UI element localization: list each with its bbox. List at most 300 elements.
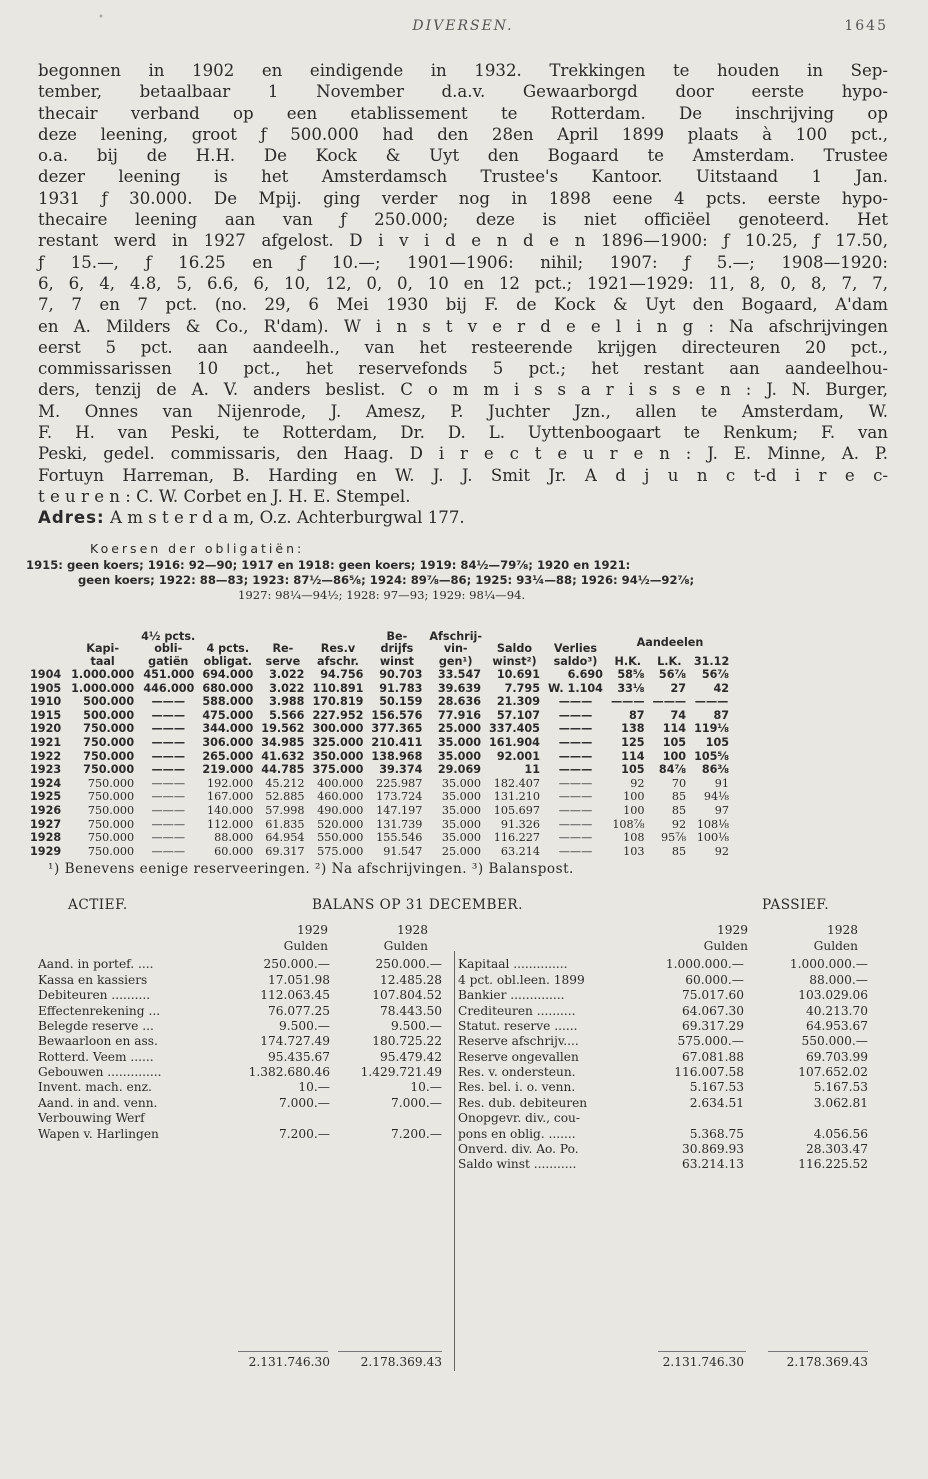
table-cell: 550.000 (317, 831, 364, 845)
table-cell: 34.985 (261, 736, 305, 749)
balance-entry: 88.000.— (809, 972, 868, 987)
table-cell: 155.546 (376, 831, 423, 845)
balance-entry: 75.017.60 (681, 988, 744, 1003)
table-cell: 108⅞ (612, 817, 645, 831)
table-cell: ——— (652, 695, 687, 709)
body-line: 1931 ƒ 30.000. De Mpij. ging verder nog in 1898 eene 4 pcts. eerste hypo- (38, 188, 888, 208)
balance-entry: Debiteuren .......... (38, 988, 151, 1003)
table-cell: 91.326 (500, 817, 540, 831)
table-row (26, 777, 733, 791)
table-cell: 41.632 (261, 749, 305, 763)
adres-street: O.z. Achterburgwal 177. (259, 508, 465, 528)
table-cell: 500.000 (83, 695, 135, 709)
balance-entry: 60.000.— (685, 972, 744, 987)
passief-year-1929 (658, 923, 748, 938)
koersen-block (26, 557, 888, 603)
table-cell: ——— (558, 844, 593, 858)
table-cell: ——— (151, 736, 185, 749)
table-cell: 105 (621, 763, 645, 777)
passief-year-1928 (768, 923, 858, 938)
table-cell: ——— (694, 695, 729, 709)
table-cell: 91.547 (383, 844, 423, 858)
table-cell: 87 (628, 708, 645, 722)
koersen-line: 1927: 98¼—94½; 1928: 97—93; 1929: 98¼—94. (238, 587, 526, 602)
table-cell: 57.998 (265, 803, 305, 817)
table-cell: 61.835 (265, 817, 305, 831)
table-cell: ——— (151, 776, 185, 790)
balance-entry: 9.500.— (279, 1018, 330, 1033)
balance-entry: Reserve ongevallen (458, 1049, 579, 1064)
balance-entry: 7.000.— (279, 1095, 330, 1110)
balance-total: 2.131.746.30 (662, 1355, 744, 1370)
table-cell: ——— (558, 736, 593, 749)
table-cell: 108 (623, 831, 645, 845)
table-cell: 85 (671, 844, 687, 858)
table-row (26, 722, 733, 736)
balance-entry: 1.000.000.— (789, 957, 868, 972)
table-cell: ——— (151, 817, 185, 831)
table-cell: 100 (623, 803, 645, 817)
table-cell: 375.000 (312, 763, 364, 777)
actief-unit-1928-text: Gulden (383, 939, 428, 954)
table-cell: ——— (558, 831, 593, 845)
balance-entry: 1.429.721.49 (360, 1065, 442, 1080)
table-header-cell: 4½ pcts. obli- gatiën (141, 629, 196, 668)
table-cell: 74 (670, 708, 687, 722)
balance-entry: 112.063.45 (260, 988, 330, 1003)
passief-unit-1928-text: Gulden (813, 939, 858, 954)
table-cell: ——— (151, 722, 185, 736)
table-cell: 3.022 (269, 681, 305, 695)
row-year: 1924 (30, 776, 62, 790)
table-cell: ——— (558, 790, 593, 804)
table-cell: 33⅛ (617, 681, 645, 695)
table-cell: 70 (671, 776, 687, 790)
page-header (38, 12, 888, 50)
balance-entry: 116.007.58 (674, 1065, 744, 1080)
table-cell: 56⅞ (701, 668, 730, 682)
table-cell: 60.000 (214, 844, 254, 858)
body-line: 7, 7 en 7 pct. (no. 29, 6 Mei 1930 bij F. de Kock & Uyt den Bogaard, A'dam (38, 295, 888, 315)
table-cell: 77.916 (437, 708, 482, 722)
table-row (26, 682, 733, 696)
table-cell: 131.739 (376, 817, 423, 831)
table-cell: ——— (558, 749, 593, 763)
table-cell: 11 (524, 763, 540, 777)
balance-entry: Statut. reserve ...... (458, 1018, 578, 1033)
passief-unit-1929-text: Gulden (703, 939, 748, 954)
balance-entry: 10.— (410, 1080, 442, 1095)
table-cell: 306.000 (202, 736, 254, 749)
balance-entry: 180.725.22 (372, 1034, 442, 1049)
table-cell: 52.885 (265, 790, 305, 804)
table-cell: 29.069 (437, 763, 482, 777)
footnotes: ¹) Benevens eenige reserveeringen. ²) Na afschrijvingen. ³) Balanspost. (48, 861, 574, 878)
balance-sheet (38, 923, 888, 1383)
balance-entry: 250.000.— (375, 957, 442, 972)
balance-entry: pons en oblig. ....... (458, 1126, 576, 1141)
table-cell: 219.000 (202, 763, 254, 777)
row-year: 1927 (30, 817, 62, 831)
table-cell: 750.000 (83, 736, 135, 749)
balance-entry: Invent. mach. enz. (38, 1080, 152, 1095)
balance-entry: Belegde reserve ... (38, 1018, 154, 1033)
table-cell: 58⅝ (617, 668, 645, 682)
table-cell: 10.691 (496, 668, 540, 682)
table-cell: 750.000 (83, 749, 135, 763)
table-cell: 5.566 (269, 708, 305, 722)
row-year: 1921 (30, 736, 62, 749)
balance-entry: 95.479.42 (379, 1049, 442, 1064)
table-cell: ——— (151, 749, 185, 763)
table-cell: 94⅛ (703, 790, 730, 804)
table-cell: W. 1.104 (547, 681, 603, 695)
body-line: begonnen in 1902 en eindigende in 1932. Trekkingen te houden in Sep- (38, 61, 888, 80)
koersen-title: Koersen der obligatiën: (90, 540, 305, 556)
actief-unit-1929 (238, 939, 328, 954)
passief-heading: PASSIEF. (762, 897, 830, 914)
balance-entry: 5.167.53 (689, 1080, 744, 1095)
actief-unit-1928 (338, 939, 428, 954)
table-header-cell: 31.12 (693, 654, 730, 668)
table-cell: 95⅞ (660, 831, 687, 845)
balance-entry: 10.— (298, 1080, 330, 1095)
balance-entry: 9.500.— (391, 1018, 442, 1033)
page (26, 12, 888, 1383)
table-cell: ——— (151, 790, 185, 804)
actief-labels (38, 957, 238, 1142)
table-cell: ——— (558, 722, 593, 736)
table-cell: 119⅛ (694, 722, 730, 736)
body-line: thecaire leening aan van ƒ 250.000; deze is niet officiëel genoteerd. Het (38, 210, 888, 230)
balance-entry: 40.213.70 (805, 1003, 868, 1018)
balance-entry: 28.303.47 (805, 1142, 868, 1157)
table-cell: 69.317 (265, 844, 305, 858)
table-cell: 105 (662, 736, 687, 749)
table-cell: 85 (671, 790, 687, 804)
body-line: F. H. van Peski, te Rotterdam, Dr. D. L. Uyttenboogaart te Renkum; F. van (38, 423, 888, 443)
table-cell: 90.703 (379, 668, 423, 682)
actief-year-1929 (238, 923, 328, 938)
table-cell: 265.000 (202, 749, 254, 763)
balance-entry (648, 1111, 744, 1126)
body-line: t e u r e n : C. W. Corbet en J. H. E. Stempel. (38, 486, 411, 506)
balance-entry: Aand. in and. venn. (38, 1095, 158, 1110)
table-cell: 21.309 (496, 695, 540, 709)
balance-entry: Res. dub. debiteuren (458, 1095, 588, 1110)
balance-entry: Saldo winst ........... (458, 1157, 577, 1172)
table-cell: 6.690 (567, 668, 603, 682)
balance-entry: Onopgevr. div., cou- (458, 1111, 581, 1126)
row-year: 1920 (30, 722, 62, 736)
table-cell: ——— (558, 695, 593, 709)
table-cell: ——— (151, 763, 185, 777)
table-cell: 35.000 (441, 776, 482, 790)
table-cell: 86⅜ (701, 763, 730, 777)
actief-unit-1929-text: Gulden (283, 939, 328, 954)
balance-entry: 63.214.13 (681, 1157, 744, 1172)
table-cell: ——— (610, 695, 645, 709)
balance-entry: 575.000.— (677, 1034, 744, 1049)
table-row (26, 831, 733, 845)
balance-entry: Crediteuren .......... (458, 1003, 576, 1018)
row-year: 1925 (30, 790, 62, 804)
balance-entry: 17.051.98 (267, 972, 330, 987)
table-cell: 140.000 (207, 803, 254, 817)
table-cell: 27 (670, 681, 687, 695)
table-cell: 138.968 (371, 749, 423, 763)
balance-entry: 5.167.53 (813, 1080, 868, 1095)
table-cell: 750.000 (83, 722, 135, 736)
balance-entry: 116.225.52 (798, 1157, 868, 1172)
table-cell: 103 (623, 844, 645, 858)
table-row (26, 736, 733, 750)
table-cell: 500.000 (83, 708, 135, 722)
balance-entry: 550.000.— (801, 1034, 868, 1049)
table-header-cell: Be- drijfs winst (379, 629, 414, 668)
table-cell: 3.988 (269, 695, 305, 709)
table-row (26, 763, 733, 777)
table-cell: 57.107 (496, 708, 540, 722)
table-cell: 520.000 (317, 817, 364, 831)
balance-entry: 107.804.52 (372, 988, 442, 1003)
row-year: 1904 (30, 668, 62, 682)
balance-entry: Kapitaal .............. (458, 957, 568, 972)
actief-heading: ACTIEF. (68, 897, 128, 914)
table-cell: 400.000 (317, 776, 364, 790)
actief-1928 (328, 957, 442, 1142)
table-cell: 110.891 (312, 681, 364, 695)
passief-year-1929-text: 1929 (716, 923, 748, 938)
table-cell: 94.756 (320, 668, 364, 682)
running-title: DIVERSEN. (412, 18, 514, 34)
table-cell: 475.000 (202, 708, 254, 722)
table-header-cell: Afschrij- vin- gen¹) (429, 629, 483, 668)
table-header-cell: Res.v afschr. (317, 642, 359, 668)
table-cell: 35.000 (437, 749, 482, 763)
balance-entry: Res. v. ondersteun. (458, 1065, 576, 1080)
body-line: dezer leening is het Amsterdamsch Trustee's Kantoor. Uitstaand 1 Jan. (38, 167, 888, 187)
table-row (26, 804, 733, 818)
balance-entry: Kassa en kassiers (38, 972, 148, 987)
balance-entry: 250.000.— (263, 957, 330, 972)
table-row (26, 845, 733, 859)
table-cell: 44.785 (261, 763, 305, 777)
table-cell: 100 (623, 790, 645, 804)
table-cell: 192.000 (207, 776, 254, 790)
adres-label: Adres: (38, 508, 105, 528)
table-cell: 92 (671, 817, 687, 831)
table-cell: 35.000 (437, 736, 482, 749)
balance-entry: 76.077.25 (267, 1003, 330, 1018)
table-cell: 3.022 (269, 668, 305, 682)
table-cell: 446.000 (143, 681, 195, 695)
table-header-cell: H.K. (614, 654, 641, 668)
table-cell: 167.000 (207, 790, 254, 804)
table-cell: 35.000 (441, 803, 482, 817)
balance-entry: Bewaarloon en ass. (38, 1034, 158, 1049)
adres-city: A m s t e r d a m, (109, 508, 255, 528)
table-cell: 56⅞ (658, 668, 687, 682)
body-line: commissarissen 10 pct., het reservefonds 5 pct.; het restant aan aandeelhou- (38, 359, 888, 379)
balance-entry: 64.953.67 (805, 1018, 868, 1033)
balance-entry: 4.056.56 (813, 1126, 868, 1141)
row-year: 1928 (30, 831, 62, 845)
table-cell: 64.954 (265, 831, 305, 845)
table-cell: 84⅞ (658, 763, 687, 777)
balance-entry: 7.000.— (391, 1095, 442, 1110)
balance-entry: 1.382.680.46 (248, 1065, 330, 1080)
table-cell: 350.000 (312, 749, 364, 763)
table-cell: 451.000 (143, 668, 195, 682)
table-cell: 85 (671, 803, 687, 817)
balance-entry: 69.703.99 (805, 1049, 868, 1064)
balance-entry (328, 1111, 442, 1126)
balance-entry: 7.200.— (279, 1126, 330, 1141)
financial-table-body (26, 668, 733, 858)
body-line: restant werd in 1927 afgelost. D i v i d e n d e n 1896—1900: ƒ 10.25, ƒ 17.50, (38, 231, 888, 251)
table-cell: 116.227 (493, 831, 540, 845)
table-header-cell: Saldo winst²) (492, 642, 537, 668)
balance-entry: 1.000.000.— (665, 957, 744, 972)
table-cell: 750.000 (87, 803, 135, 817)
table-cell: 35.000 (441, 790, 482, 804)
balance-entry: 95.435.67 (267, 1049, 330, 1064)
header-mark: • (98, 12, 106, 23)
balance-entry: Wapen v. Harlingen (38, 1126, 159, 1141)
table-cell: 35.000 (441, 817, 482, 831)
table-header-cell: Verlies saldo³) (553, 642, 598, 668)
balance-entry: 2.634.51 (689, 1095, 744, 1110)
table-cell: 694.000 (202, 668, 254, 682)
table-cell: ——— (558, 776, 593, 790)
balance-divider (454, 951, 455, 1371)
table-cell: 39.374 (379, 763, 423, 777)
table-cell: 92 (714, 844, 730, 858)
passief-1928 (758, 957, 868, 1172)
table-cell: ——— (151, 844, 185, 858)
table-cell: 25.000 (441, 844, 482, 858)
balance-entry: 5.368.75 (689, 1126, 744, 1141)
table-cell: 161.904 (489, 736, 540, 749)
body-line: eerst 5 pct. aan aandeelh., van het resteerende krijgen directeuren 20 pct., (38, 337, 888, 357)
table-cell: 105.697 (493, 803, 540, 817)
table-cell: 100⅛ (696, 831, 730, 845)
table-cell: 377.365 (371, 722, 423, 736)
table-row (26, 695, 733, 709)
passief-1929 (648, 957, 744, 1172)
balance-entry: Reserve afschrijv.... (458, 1034, 579, 1049)
financial-table-head (26, 631, 733, 669)
balance-entry: 7.200.— (391, 1126, 442, 1141)
table-header-cell: Re- serve (265, 642, 301, 668)
table-cell: 25.000 (437, 722, 482, 736)
table-cell: 28.636 (437, 695, 482, 709)
table-cell: 88.000 (214, 831, 254, 845)
balance-entry: 12.485.28 (379, 972, 442, 987)
table-cell: 97 (714, 803, 730, 817)
passief-labels (458, 957, 658, 1172)
passief-year-1928-text: 1928 (826, 923, 858, 938)
balance-entry: 64.067.30 (681, 1003, 744, 1018)
table-row (26, 790, 733, 804)
body-paragraph (38, 60, 888, 507)
body-line: Fortuyn Harreman, B. Harding en W. J. J. Smit Jr. A d j u n c t-d i r e c- (38, 465, 888, 485)
table-header-cell (26, 631, 67, 669)
table-cell: 680.000 (202, 681, 254, 695)
table-cell: 92 (630, 776, 645, 790)
row-year: 1926 (30, 803, 62, 817)
balance-entry (218, 1111, 330, 1126)
table-cell: 1.000.000 (71, 668, 135, 682)
table-cell: 750.000 (83, 763, 135, 777)
table-cell: 460.000 (317, 790, 364, 804)
table-cell: 7.795 (504, 681, 540, 695)
body-line: 6, 6, 4, 4.8, 5, 6.6, 6, 10, 12, 0, 0, 10 en 12 pct.; 1921—1929: 11, 8, 0, 8, 7, 7, (38, 273, 888, 293)
balance-entry: Res. bel. i. o. venn. (458, 1080, 576, 1095)
koersen-line: geen koers; 1922: 88—83; 1923: 87½—86⅝; 1924: 89⅞—86; 1925: 93¼—88; 1926: 94½—92⅞; (78, 572, 695, 587)
table-row (26, 818, 733, 832)
balance-entry: 3.062.81 (813, 1095, 868, 1110)
table-cell: 170.819 (312, 695, 364, 709)
table-cell: 108⅛ (696, 817, 730, 831)
row-year: 1910 (30, 695, 62, 709)
table-cell: 131.210 (493, 790, 540, 804)
table-cell: 33.547 (437, 668, 482, 682)
sum-rule (338, 1351, 442, 1352)
table-cell: 227.952 (312, 708, 364, 722)
table-row (26, 668, 733, 682)
row-year: 1915 (30, 708, 62, 722)
balance-entry: 78.443.50 (379, 1003, 442, 1018)
table-cell: 105⅝ (694, 749, 730, 763)
table-cell: 147.197 (376, 803, 423, 817)
body-line: deze leening, groot ƒ 500.000 had den 28en April 1899 plaats à 100 pct., (38, 124, 888, 144)
balance-entry: 30.869.93 (681, 1142, 744, 1157)
table-group-header: Aandeelen (636, 635, 704, 649)
row-year: 1923 (30, 763, 62, 777)
koersen-line: 1915: geen koers; 1916: 92—90; 1917 en 1918: geen koers; 1919: 84½—79⅞; 1920 en 1921: (26, 557, 631, 572)
sum-rule (768, 1351, 868, 1352)
table-cell: 300.000 (312, 722, 364, 736)
sum-rule (658, 1351, 746, 1352)
adres-line (38, 507, 888, 528)
sum-rule (238, 1351, 328, 1352)
balance-entry: 4 pct. obl.leen. 1899 (458, 972, 585, 987)
table-cell: ——— (558, 708, 593, 722)
body-line: Peski, gedel. commissaris, den Haag. D i r e c t e u r e n : J. E. Minne, A. P. (38, 444, 888, 464)
table-cell: 750.000 (87, 844, 135, 858)
table-cell: 490.000 (317, 803, 364, 817)
table-cell: 87 (713, 708, 730, 722)
table-cell: 182.407 (493, 776, 540, 790)
table-cell: 750.000 (87, 817, 135, 831)
balance-total: 2.178.369.43 (360, 1355, 442, 1370)
table-cell: 50.159 (379, 695, 423, 709)
balance-total: 2.178.369.43 (786, 1355, 868, 1370)
table-cell: 35.000 (441, 831, 482, 845)
table-cell: ——— (558, 803, 593, 817)
actief-year-1928-text: 1928 (396, 923, 428, 938)
table-cell: ——— (558, 817, 593, 831)
balance-header (38, 897, 888, 917)
table-cell: 42 (713, 681, 730, 695)
balance-entry: Rotterd. Veem ...... (38, 1049, 154, 1064)
table-cell: 39.639 (437, 681, 482, 695)
balance-entry: Verbouwing Werf (38, 1111, 145, 1126)
balance-entry: 67.081.88 (681, 1049, 744, 1064)
table-cell: 337.405 (489, 722, 540, 736)
